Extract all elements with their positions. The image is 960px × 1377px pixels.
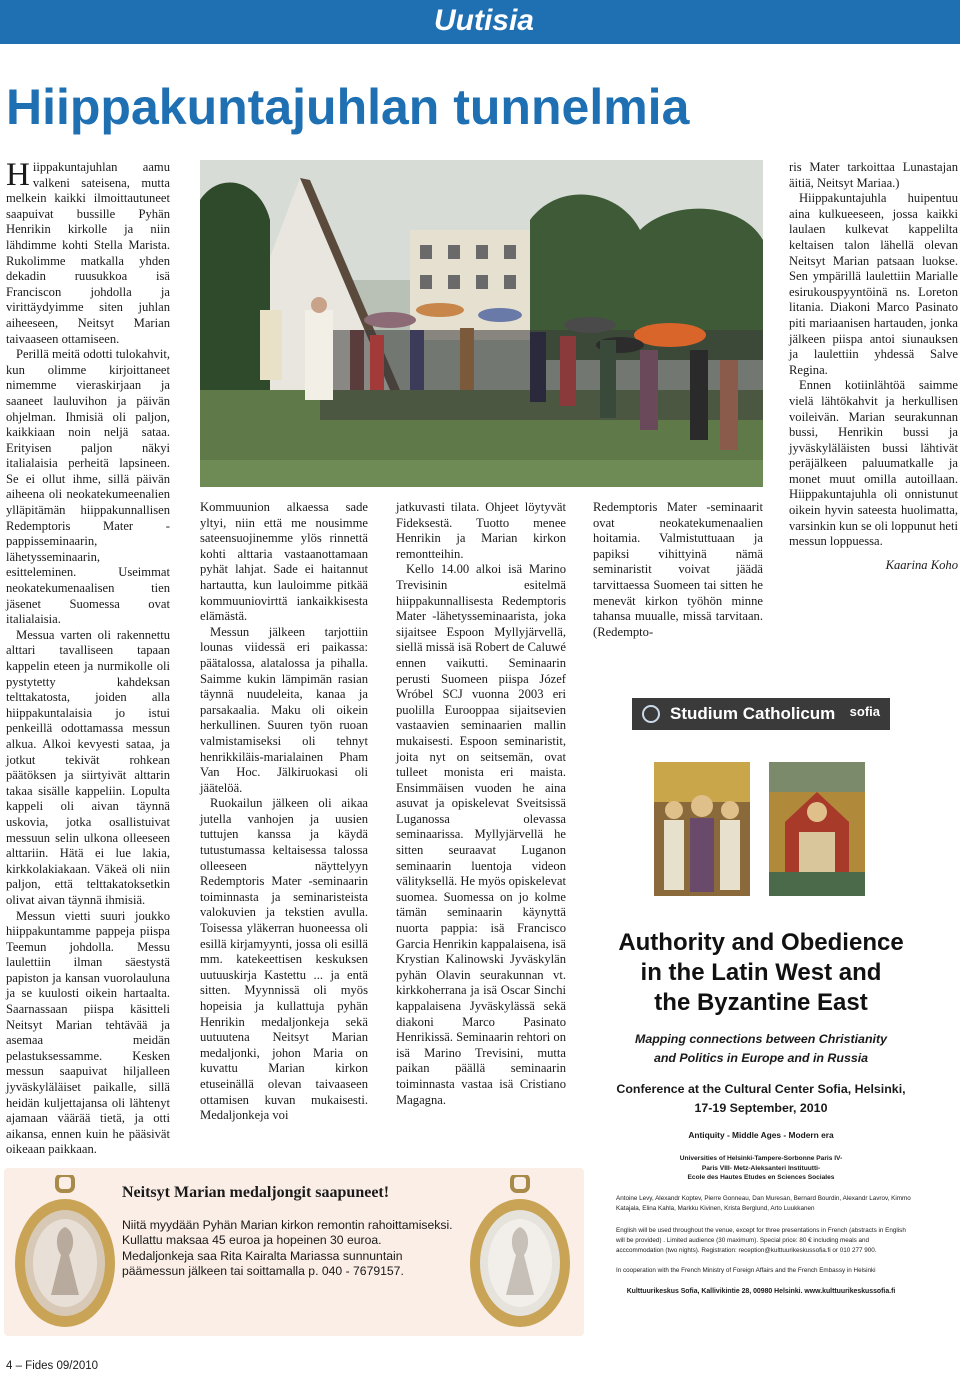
ad-language-note: English will be used throughout the venue, except for three presentations in French (abstracts in English will be provided) . Limited audience (30 maximum). Special price: 80 € including meals and acccommodation (two nights). Registration: reception@kulttuurikeskussofia.fi or 010 277 900. — [616, 1227, 906, 1254]
ad-universities: Universities of Helsinki-Tampere-Sorbonne Paris IV- Paris VIII- Metz-Aleksanteri Instituutti- Ecole des Hautes Etudes en Sciences Sociales — [679, 1155, 843, 1181]
paragraph: Messun vietti suuri joukko hiippakuntamme pappeja piispa Teemun johdolla. Messu laulettiin ilman säestystä papiston ja kansan vuorolauluna ja se kuulosti oikein hartaalta. Saarnassaan piispa käsitteli Neitsyt Marian tehtävää ja asemaa meidän pelastuksessamme. Kesken messun saapuivat hiljalleen jyväskyläläiset paikalle, sillä heidän kuljettajansa oli lähtenyt ajamaan väärää tietä, ja otti aikansa, ennen kuin he pääsivät oikeaan paikkaan. — [6, 908, 170, 1157]
paragraph: Messun jälkeen tarjottiin lounas viidessä eri paikassa: päätalossa, alatalossa ja pihalla. Saimme kukin lämpimän rasian täynnä nuudeleita, kanaa ja parsakaalia. Maku oli oikein herkullinen. Suuren työn ruoan valmistamiseksi oli tehnyt henrikkiläis-marialainen Pham Van Hoc. Jälkiruokasi oli jäätelöä. — [200, 624, 368, 795]
article-column-3 — [396, 500, 566, 1108]
paragraph: Redemptoris Mater -seminaarit ovat neokatekumenaalien hoitamia. Valmistuttuaan ja papiksi vihittyinä nämä seminaristit voivat jäädä tarvittaessa Suomeen tai sitten he menevät kirkon työhön minne tahansa muualle, missä tarvitaan. (Redempto- — [593, 500, 763, 639]
ad-header-bar — [632, 698, 890, 730]
paragraph: Kommuunion alkaessa sade yltyi, niin että me nousimme sateensuojinemme ylös rinnettä kohti alttaria vastaanottamaan pyhät lahjat. Sade ei haitannut hartautta, kun lauloimme pitkää kommuuniovirttä iankaikkisesta elämästä. — [200, 500, 368, 624]
medal-notice-title: Neitsyt Marian medaljongit saapuneet! — [122, 1184, 390, 1201]
page-footer: 4 – Fides 09/2010 — [6, 1360, 99, 1372]
medallion-notice-box — [4, 1168, 584, 1336]
ad-subtitle: Mapping connections between Christianity and Politics in Europe and in Russia — [635, 1032, 887, 1065]
paragraph: jatkuvasti tilata. Ohjeet löytyvät Fideksestä. Tuotto menee Henrikin ja Marian kirkon remontteihin. — [396, 500, 566, 561]
sofia-logo: sofia — [849, 704, 880, 719]
paragraph: ris Mater tarkoittaa Lunastajan äitiä, Neitsyt Mariaa.) — [789, 160, 958, 190]
headline: Hiippakuntajuhlan tunnelmia — [6, 79, 690, 135]
ad-period: Antiquity - Middle Ages - Modern era — [688, 1130, 834, 1140]
paragraph: Messua varten oli rakennettu alttari tavalliseen tapaan kappelin eteen ja nurmikolle oli pystytetty kahdeksan telttakatosta, joiden alla hiippakuntalaisia jo istui penkeillä odottamassa messun alkua. Alkoi kevyesti sataa, ja jotkut tekivät rohkean päätöksen ja siirtyivät alttarin takaa sisälle kappeliin. Lopulta kappeli oli aivan täynnä uskovia, jotka osallistuivat messuun selin ulkona olleeseen alttariin. Hätä ei lue lakia, kirkkolakiakaan. Väkeä oli niin paljon, että telttakatoksetkin olivat aivan täynnä ihmisiä. — [6, 627, 170, 907]
ad-conference-title: Authority and Obedience in the Latin West and the Byzantine East — [618, 929, 904, 1016]
ad-footer-address: Kulttuurikeskus Sofia, Kallivikintie 28, 00980 Helsinki. www.kulttuurikeskussofia.fi — [626, 1288, 896, 1295]
paragraph: Kello 14.00 alkoi isä Marino Trevisinin esitelmä hiippakunnallisesta Redemptoris Mater -lähetysseminaarista, joka sijaitsee Espoon Myllyjärvellä, siellä missä isä Robert de Caluwé ennen vaikutti. Seminaarin perusti Suomeen piispa Józef Wróbel SCJ vuonna 2003 eri puolilla Eurooppaa sijaitsevien vastaavien seminaarien mallin mukaisesti. Espoon seminaristit, joita nyt on seitsemän, ovat tulleet monista eri maista. Ensimmäisen vuoden he aina asuvat ja opiskelevat Sveitsissä Luganossa olevassa seminaarissa. Myllyjärvellä he sitten seuraavat Luganon seminaarin luentoja videon välityksellä. He myös opiskelevat suomea. Suomessa on jo kolme tämän seminaarin käynyttä nuorta pappia: isä Francisco Garcia Henrikin kappalaisena, isä Krystian Kalinowski Jyväskylän pyhän Olavin seurakunnan vt. kirkkoherrana ja isä Oscar Sinchi kappalaisena Jyväskylässä sekä diakoni Marco Pasinato Henrikissä. Seminaarin rehtori on isä Marino Trevisini, mutta paikan päällä seminaarin toiminnasta vastaa isä Cristiano Magagna. — [396, 562, 566, 1107]
icon-image-left — [654, 762, 750, 896]
ad-header-title: Studium Catholicum — [670, 704, 836, 723]
conference-advertisement — [596, 684, 926, 1314]
silver-medallion-image — [464, 1175, 577, 1330]
section-title: Uutisia — [433, 4, 534, 37]
section-banner — [0, 0, 960, 44]
event-photo — [200, 160, 763, 487]
article-column-4 — [593, 500, 763, 640]
ad-conference-venue: Conference at the Cultural Center Sofia, Helsinki, 17-19 September, 2010 — [616, 1082, 906, 1115]
icon-image-right — [769, 762, 865, 896]
paragraph: Hiippakuntajuhlan aamu valkeni sateisena, mutta melkein kaikki ilmoittautuneet saapuivat bussille Pyhän Henrikin kirkolle ja niin lähdimme kohti Stella Marista. Rukolimme matkalla yhden dekadin ruusukkoa isä Franciscon johdolla ja virittäydyimme siten juhlan aiheeseen, Neitsyt Marian taivaaseen ottamiseen. — [6, 157, 170, 346]
ad-speakers: Antoine Levy, Alexandr Koptev, Pierre Gonneau, Dan Muresan, Bernard Bourdin, Alexandr Lavrov, Kimmo Katajala, Elina Kahla, Markku Kivinen, Krista Berglund, Arto Luukkanen — [616, 1195, 911, 1212]
gold-medallion-image — [9, 1175, 122, 1330]
paragraph: Ruokailun jälkeen oli aikaa jutella vanhojen ja uusien tuttujen kanssa ja käydä tutustumassa keltaisessa talossa olleeseen näyttelyyn Redemptoris Mater -seminaarin toiminnasta ja seminaristeista valokuvien ja tekstien avulla. Toisessa yläkerran huoneessa oli esillä kirjamyynti, jossa oli esillä mm. katekeettisen keskuksen uutuuskirja Kastettu ... ja entä sitten. Myynnissä oli myös hopeisia ja kullattuja pyhän Henrikin medaljonkeja sekä uutuutena Neitsyt Marian medaljonki, johon Maria on kuvattu Marian kirkon etuseinällä olevan taivaaseen ottamisen kuvan mukaisesti. Medaljonkeja voi — [200, 796, 368, 1123]
ad-cooperation: In cooperation with the French Ministry of Foreign Affairs and the French Embassy in Helsinki — [616, 1267, 876, 1274]
author-signature: Kaarina Koho — [885, 557, 958, 572]
article-column-5 — [789, 160, 958, 573]
studium-logo-icon — [642, 705, 660, 723]
paragraph: Hiippakuntajuhla huipentuu aina kulkueeseen, jossa kaikki laulaen kulkevat kappelilta keltaisen talon lähellä olevan Neitsyt Marian patsaan luokse. Sen ympärillä laulettiin Marialle esirukouspyyntöinä ns. Loreton litania. Diakoni Marco Pasinato piti mariaanisen hartauden, jonka jälkeen piispa antoi siunauksen ja laulettiin yhdessä Salve Regina. — [789, 191, 958, 377]
paragraph: Ennen kotiinlähtöä saimme vielä lähtökahvit ja herkullisen voileivän. Marian seurakunnan bussi, Henrikin bussi ja jyväskyläläisten bussi lähtivät peräjälkeen paluumatkalle ja monet muut omilla autoillaan. Hiippakuntajuhla oli onnistunut oikein hyvin sateesta huolimatta, varsinkin kun se oli loppunut heti messun loppuessa. — [789, 378, 958, 549]
article-column-1 — [6, 157, 170, 1158]
medal-notice-text: Niitä myydään Pyhän Marian kirkon remontin rahoittamiseksi. Kullattu maksaa 45 euroa ja hopeinen 30 euroa. Medaljonkeja saa Rita Kairalta Mariassa sunnuntain päämessun jälkeen tai soittamalla p. 040 - 7679157. — [122, 1218, 453, 1279]
article-column-2 — [200, 500, 368, 1124]
paragraph: Perillä meitä odotti tulokahvit, kun olimme kirjoittaneet nimemme vieraskirjaan ja saaneet lauluvihon ja päivän ohjelman. Ihmisiä oli paljon, kaikkiaan noin neljä sataa. Erityisen paljon näkyi italialaisia perheitä lapsineen. Se ei ollut ihme, sillä päivän aiheena oli neokatekumeenalien ylläpitämän hiippakunnallisen Redemptoris Mater -pappisseminaarin, lähetysseminaarin, esitteleminen. Useimmat neokatekumenaalisen tien jäsenet Suomessa ovat italialaisia. — [6, 347, 170, 627]
